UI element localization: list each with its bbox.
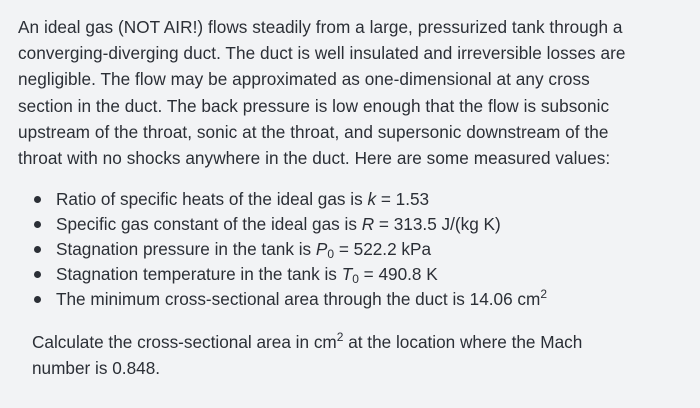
value-gas-constant: Specific gas constant of the ideal gas is R = 313.5 J/(kg K) (34, 212, 688, 237)
question-line-1: Calculate the cross-sectional area in $cm^2$ at the location where the Mach (32, 330, 583, 353)
bullet-icon (34, 296, 41, 303)
bullet-icon (34, 246, 41, 253)
question-text (32, 329, 688, 381)
statement-line-3: negligible. The flow may be approximated as one-dimensional at any cross (18, 69, 590, 90)
measured-values-list (18, 187, 688, 312)
statement-line-5: upstream of the throat, sonic at the throat, and supersonic downstream of the (18, 121, 609, 142)
statement-line-2: converging-diverging duct. The duct is well insulated and irreversible losses are (18, 43, 626, 64)
value-stagnation-temperature: Stagnation temperature in the tank is $T_0 = 490.8$ K (34, 262, 688, 287)
value-minimum-area: The minimum cross-sectional area through the duct is 14.06 $cm^2$ (34, 287, 688, 312)
statement-line-4: section in the duct. The back pressure is low enough that the flow is subsonic (18, 95, 610, 116)
bullet-icon (34, 221, 41, 228)
bullet-icon (34, 196, 41, 203)
value-stagnation-pressure: Stagnation pressure in the tank is $P_0 = 522.2$ kPa (34, 237, 688, 262)
problem-document (18, 14, 688, 381)
problem-statement (18, 14, 688, 171)
bullet-icon (34, 271, 41, 278)
statement-line-1: An ideal gas (NOT AIR!) flows steadily from a large, pressurized tank through a (18, 17, 623, 37)
statement-line-6: throat with no shocks anywhere in the duct. Here are some measured values: (18, 148, 611, 169)
question-line-2: number is 0.848. (32, 358, 161, 379)
value-specific-heat-ratio: Ratio of specific heats of the ideal gas is k = 1.53 (34, 187, 688, 212)
